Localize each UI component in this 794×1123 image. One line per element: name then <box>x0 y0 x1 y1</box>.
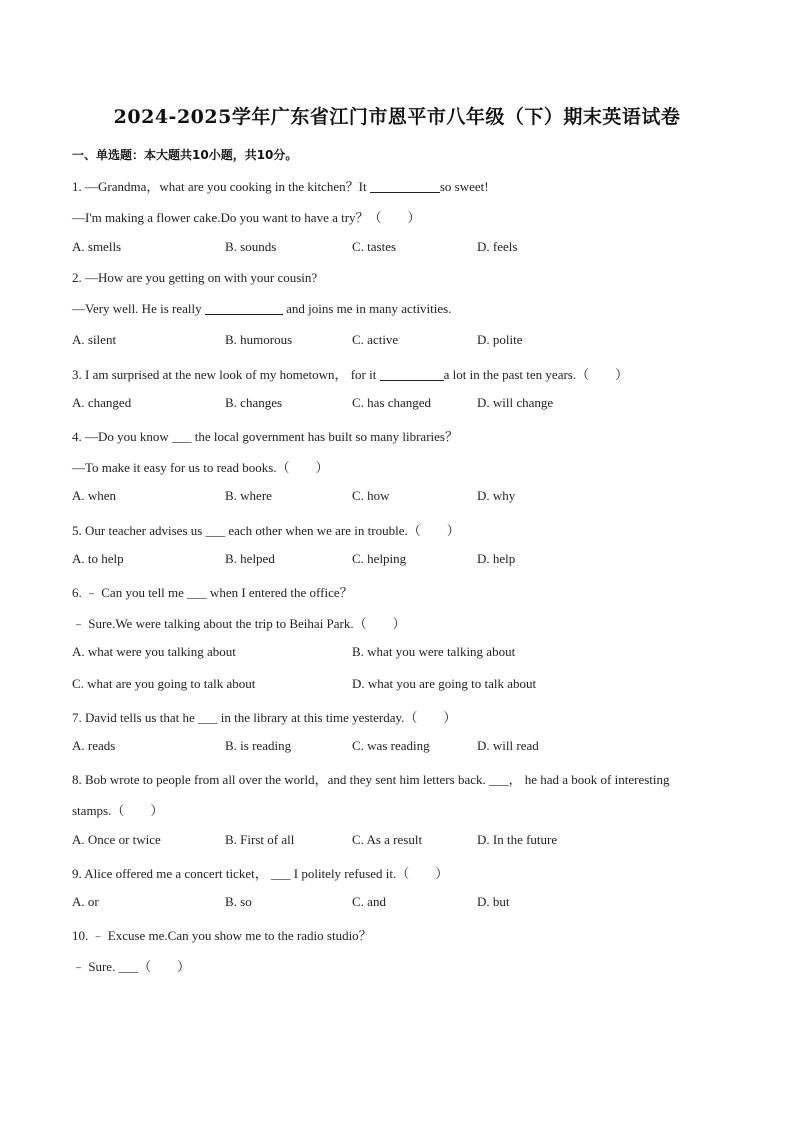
option-a[interactable]: A. what were you talking about <box>72 644 236 659</box>
option-a[interactable]: A. silent <box>72 332 117 347</box>
question-9-options <box>72 894 752 912</box>
question-1-options <box>72 239 752 257</box>
question-3-line-1: 3. I am surprised at the new look of my hometown， for it a lot in the past ten years.（ ） <box>72 367 629 382</box>
option-b[interactable]: B. humorous <box>225 332 293 347</box>
option-b[interactable]: B. First of all <box>225 832 295 847</box>
option-d[interactable]: D. but <box>477 894 510 909</box>
question-4-options <box>72 488 752 506</box>
question-8-line-1: 8. Bob wrote to people from all over the world，and they sent him letters back. ___， he had a book of interesting <box>72 772 670 787</box>
option-d[interactable]: D. why <box>477 488 516 503</box>
option-b[interactable]: B. changes <box>225 395 283 410</box>
option-d[interactable]: D. In the future <box>477 832 558 847</box>
question-8-line-2: stamps.（ ） <box>72 803 164 818</box>
question-4-line-2: —To make it easy for us to read books.（ ） <box>72 460 329 475</box>
section-heading: 一、单选题：本大题共10小题，共10分。 <box>72 148 298 162</box>
question-4-line-1: 4. —Do you know ___ the local government has built so many libraries？ <box>72 429 458 444</box>
option-a[interactable]: A. when <box>72 488 117 503</box>
option-b[interactable]: B. is reading <box>225 738 292 753</box>
question-2-line-1: 2. —How are you getting on with your cousin? <box>72 270 318 285</box>
option-b[interactable]: B. helped <box>225 551 275 566</box>
option-c[interactable]: C. was reading <box>352 738 430 753</box>
option-c[interactable]: C. what are you going to talk about <box>72 676 256 691</box>
option-c[interactable]: C. helping <box>352 551 407 566</box>
question-7-line-1: 7. David tells us that he ___ in the library at this time yesterday.（ ） <box>72 710 457 725</box>
option-a[interactable]: A. changed <box>72 395 132 410</box>
question-10-line-2: ﹣ Sure. ___（ ） <box>72 959 191 974</box>
option-d[interactable]: D. will change <box>477 395 554 410</box>
question-5-line-1: 5. Our teacher advises us ___ each other when we are in trouble.（ ） <box>72 523 460 538</box>
option-c[interactable]: C. tastes <box>352 239 397 254</box>
question-2-options <box>72 332 752 350</box>
question-5-options <box>72 551 752 569</box>
question-2-line-2: —Very well. He is really and joins me in many activities. <box>72 301 452 316</box>
question-1-line-1: 1. —Grandma，what are you cooking in the kitchen？It so sweet! <box>72 179 489 194</box>
question-6-options-row-1 <box>72 644 752 662</box>
option-a[interactable]: A. to help <box>72 551 124 566</box>
option-a[interactable]: A. smells <box>72 239 122 254</box>
option-c[interactable]: C. how <box>352 488 390 503</box>
question-3-options <box>72 395 752 413</box>
option-c[interactable]: C. has changed <box>352 395 432 410</box>
question-9-line-1: 9. Alice offered me a concert ticket， ___ I politely refused it.（ ） <box>72 866 449 881</box>
question-8-options <box>72 832 752 850</box>
option-b[interactable]: B. what you were talking about <box>352 644 516 659</box>
question-10-line-1: 10. ﹣ Excuse me.Can you show me to the radio studio？ <box>72 928 372 943</box>
page-title: 2024-2025学年广东省江门市恩平市八年级（下）期末英语试卷 <box>113 106 681 128</box>
option-d[interactable]: D. polite <box>477 332 523 347</box>
option-a[interactable]: A. or <box>72 894 99 909</box>
option-d[interactable]: D. help <box>477 551 516 566</box>
question-6-options-row-2 <box>72 676 752 694</box>
answer-blank <box>370 179 440 193</box>
option-d[interactable]: D. what you are going to talk about <box>352 676 537 691</box>
option-b[interactable]: B. where <box>225 488 272 503</box>
answer-blank <box>380 367 444 381</box>
question-6-line-2: ﹣ Sure.We were talking about the trip to Beihai Park.（ ） <box>72 616 406 631</box>
option-b[interactable]: B. sounds <box>225 239 277 254</box>
option-a[interactable]: A. Once or twice <box>72 832 161 847</box>
option-b[interactable]: B. so <box>225 894 252 909</box>
option-d[interactable]: D. feels <box>477 239 518 254</box>
option-a[interactable]: A. reads <box>72 738 116 753</box>
option-c[interactable]: C. As a result <box>352 832 423 847</box>
option-c[interactable]: C. and <box>352 894 386 909</box>
question-6-line-1: 6. ﹣ Can you tell me ___ when I entered the office？ <box>72 585 353 600</box>
option-d[interactable]: D. will read <box>477 738 539 753</box>
option-c[interactable]: C. active <box>352 332 399 347</box>
question-7-options <box>72 738 752 756</box>
answer-blank <box>205 301 283 315</box>
question-1-line-2: —I'm making a flower cake.Do you want to have a try？（ ） <box>72 210 421 225</box>
